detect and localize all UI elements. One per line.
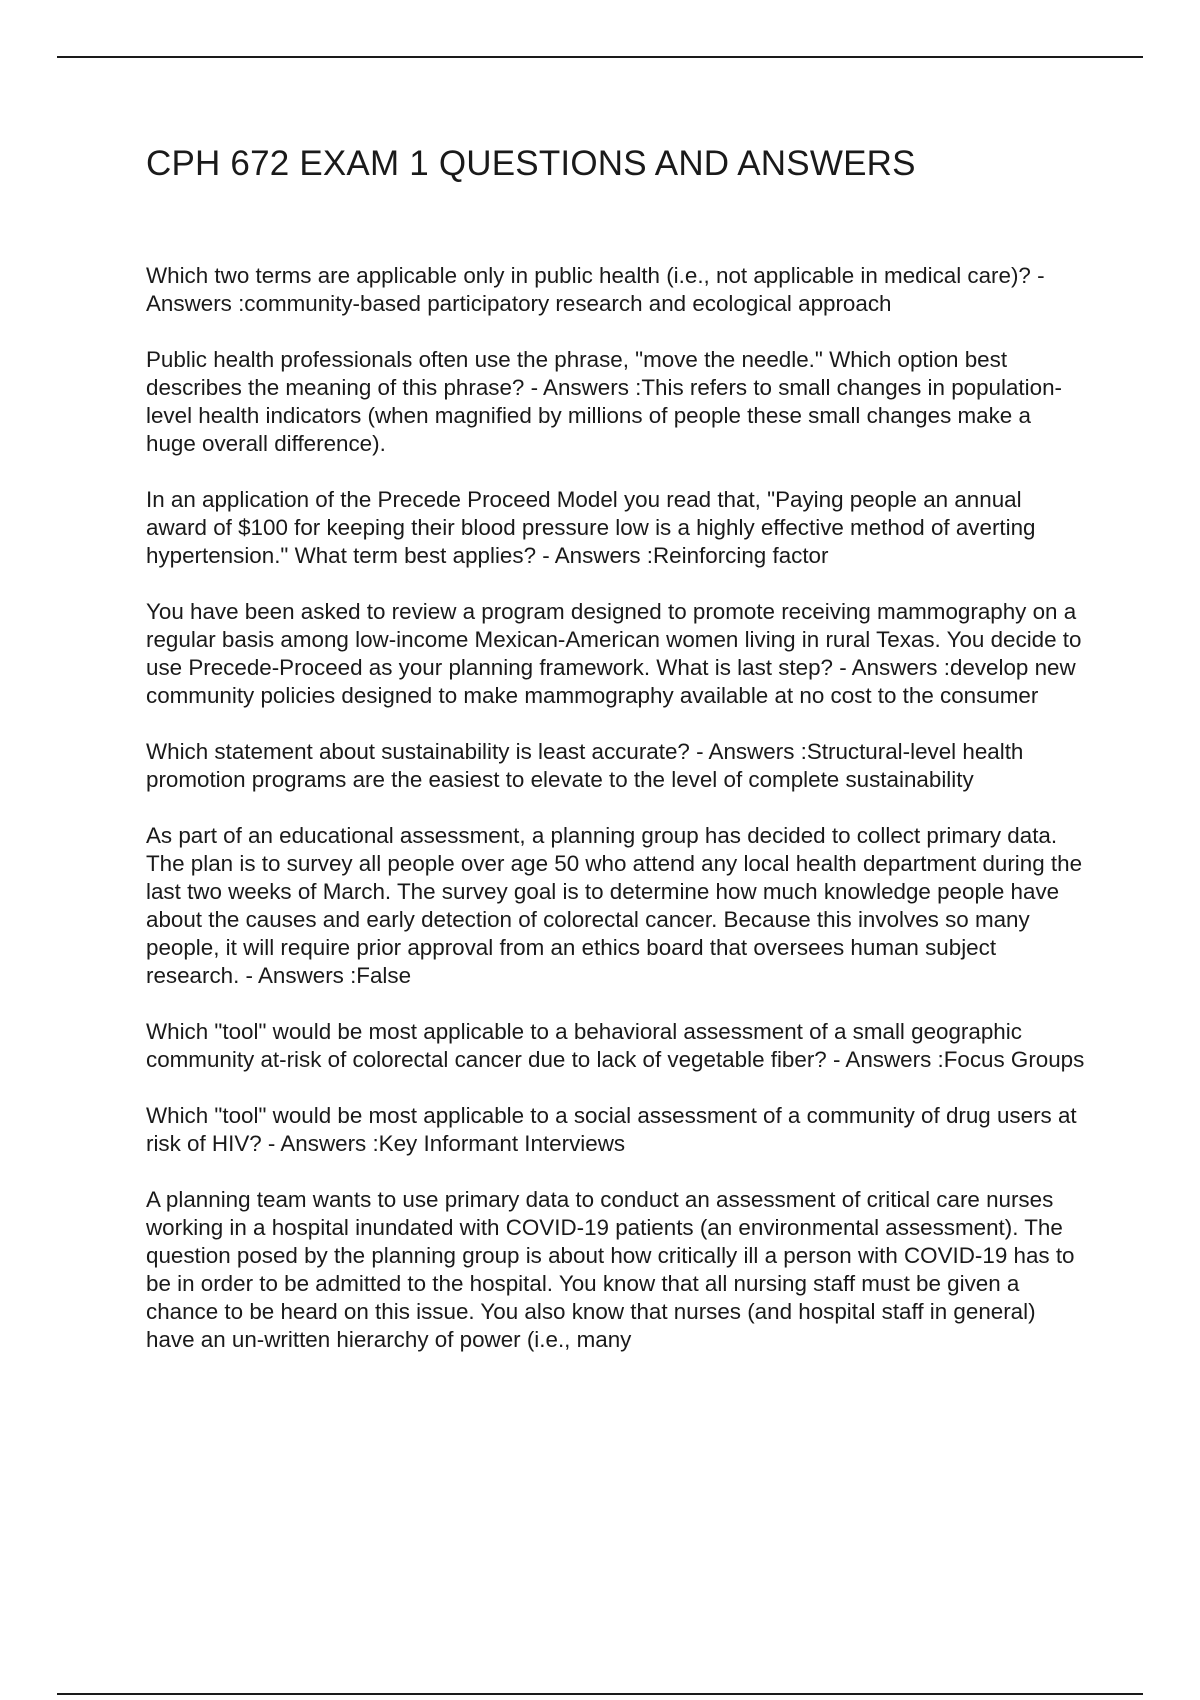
top-rule (57, 56, 1143, 58)
qa-item: You have been asked to review a program designed to promote receiving mammography on a regular basis among low-income Mexican-American women living in rural Texas. You decide to use Precede-Proceed as your planning framework. What is last step? - Answers :develop new community policies designed to make mammography available at no cost to the consumer (146, 599, 1082, 708)
bottom-rule (57, 1693, 1143, 1695)
qa-item: A planning team wants to use primary data to conduct an assessment of critical care nurses working in a hospital inundated with COVID-19 patients (an environmental assessment). The question posed by the planning group is about how critically ill a person with COVID-19 has to be in order to be admitted to the hospital. You know that all nursing staff must be given a chance to be heard on this issue. You also know that nurses (and hospital staff in general) have an un-written hierarchy of power (i.e., many (146, 1187, 1075, 1352)
page-title: CPH 672 EXAM 1 QUESTIONS AND ANSWERS (146, 144, 916, 183)
qa-item: Which two terms are applicable only in public health (i.e., not applicable in medical care)? - Answers :community-based participatory research and ecological approach (146, 263, 1045, 316)
qa-item: In an application of the Precede Proceed Model you read that, "Paying people an annual award of $100 for keeping their blood pressure low is a highly effective method of averting hypertension." What term best applies? - Answers :Reinforcing factor (146, 487, 1036, 568)
qa-item: Which statement about sustainability is least accurate? - Answers :Structural-level health promotion programs are the easiest to elevate to the level of complete sustainability (146, 739, 1024, 792)
qa-list (146, 262, 1086, 1382)
qa-item: As part of an educational assessment, a planning group has decided to collect primary data. The plan is to survey all people over age 50 who attend any local health department during the last two weeks of March. The survey goal is to determine how much knowledge people have about the causes and early detection of colorectal cancer. Because this involves so many people, it will require prior approval from an ethics board that oversees human subject research. - Answers :False (146, 823, 1083, 988)
qa-item: Public health professionals often use the phrase, "move the needle." Which option best describes the meaning of this phrase? - Answers :This refers to small changes in population-level health indicators (when magnified by millions of people these small changes make a huge overall difference). (146, 347, 1062, 456)
qa-item: Which "tool" would be most applicable to a social assessment of a community of drug users at risk of HIV? - Answers :Key Informant Interviews (146, 1103, 1077, 1156)
qa-item: Which "tool" would be most applicable to a behavioral assessment of a small geographic community at-risk of colorectal cancer due to lack of vegetable fiber? - Answers :Focus Groups (146, 1019, 1085, 1072)
